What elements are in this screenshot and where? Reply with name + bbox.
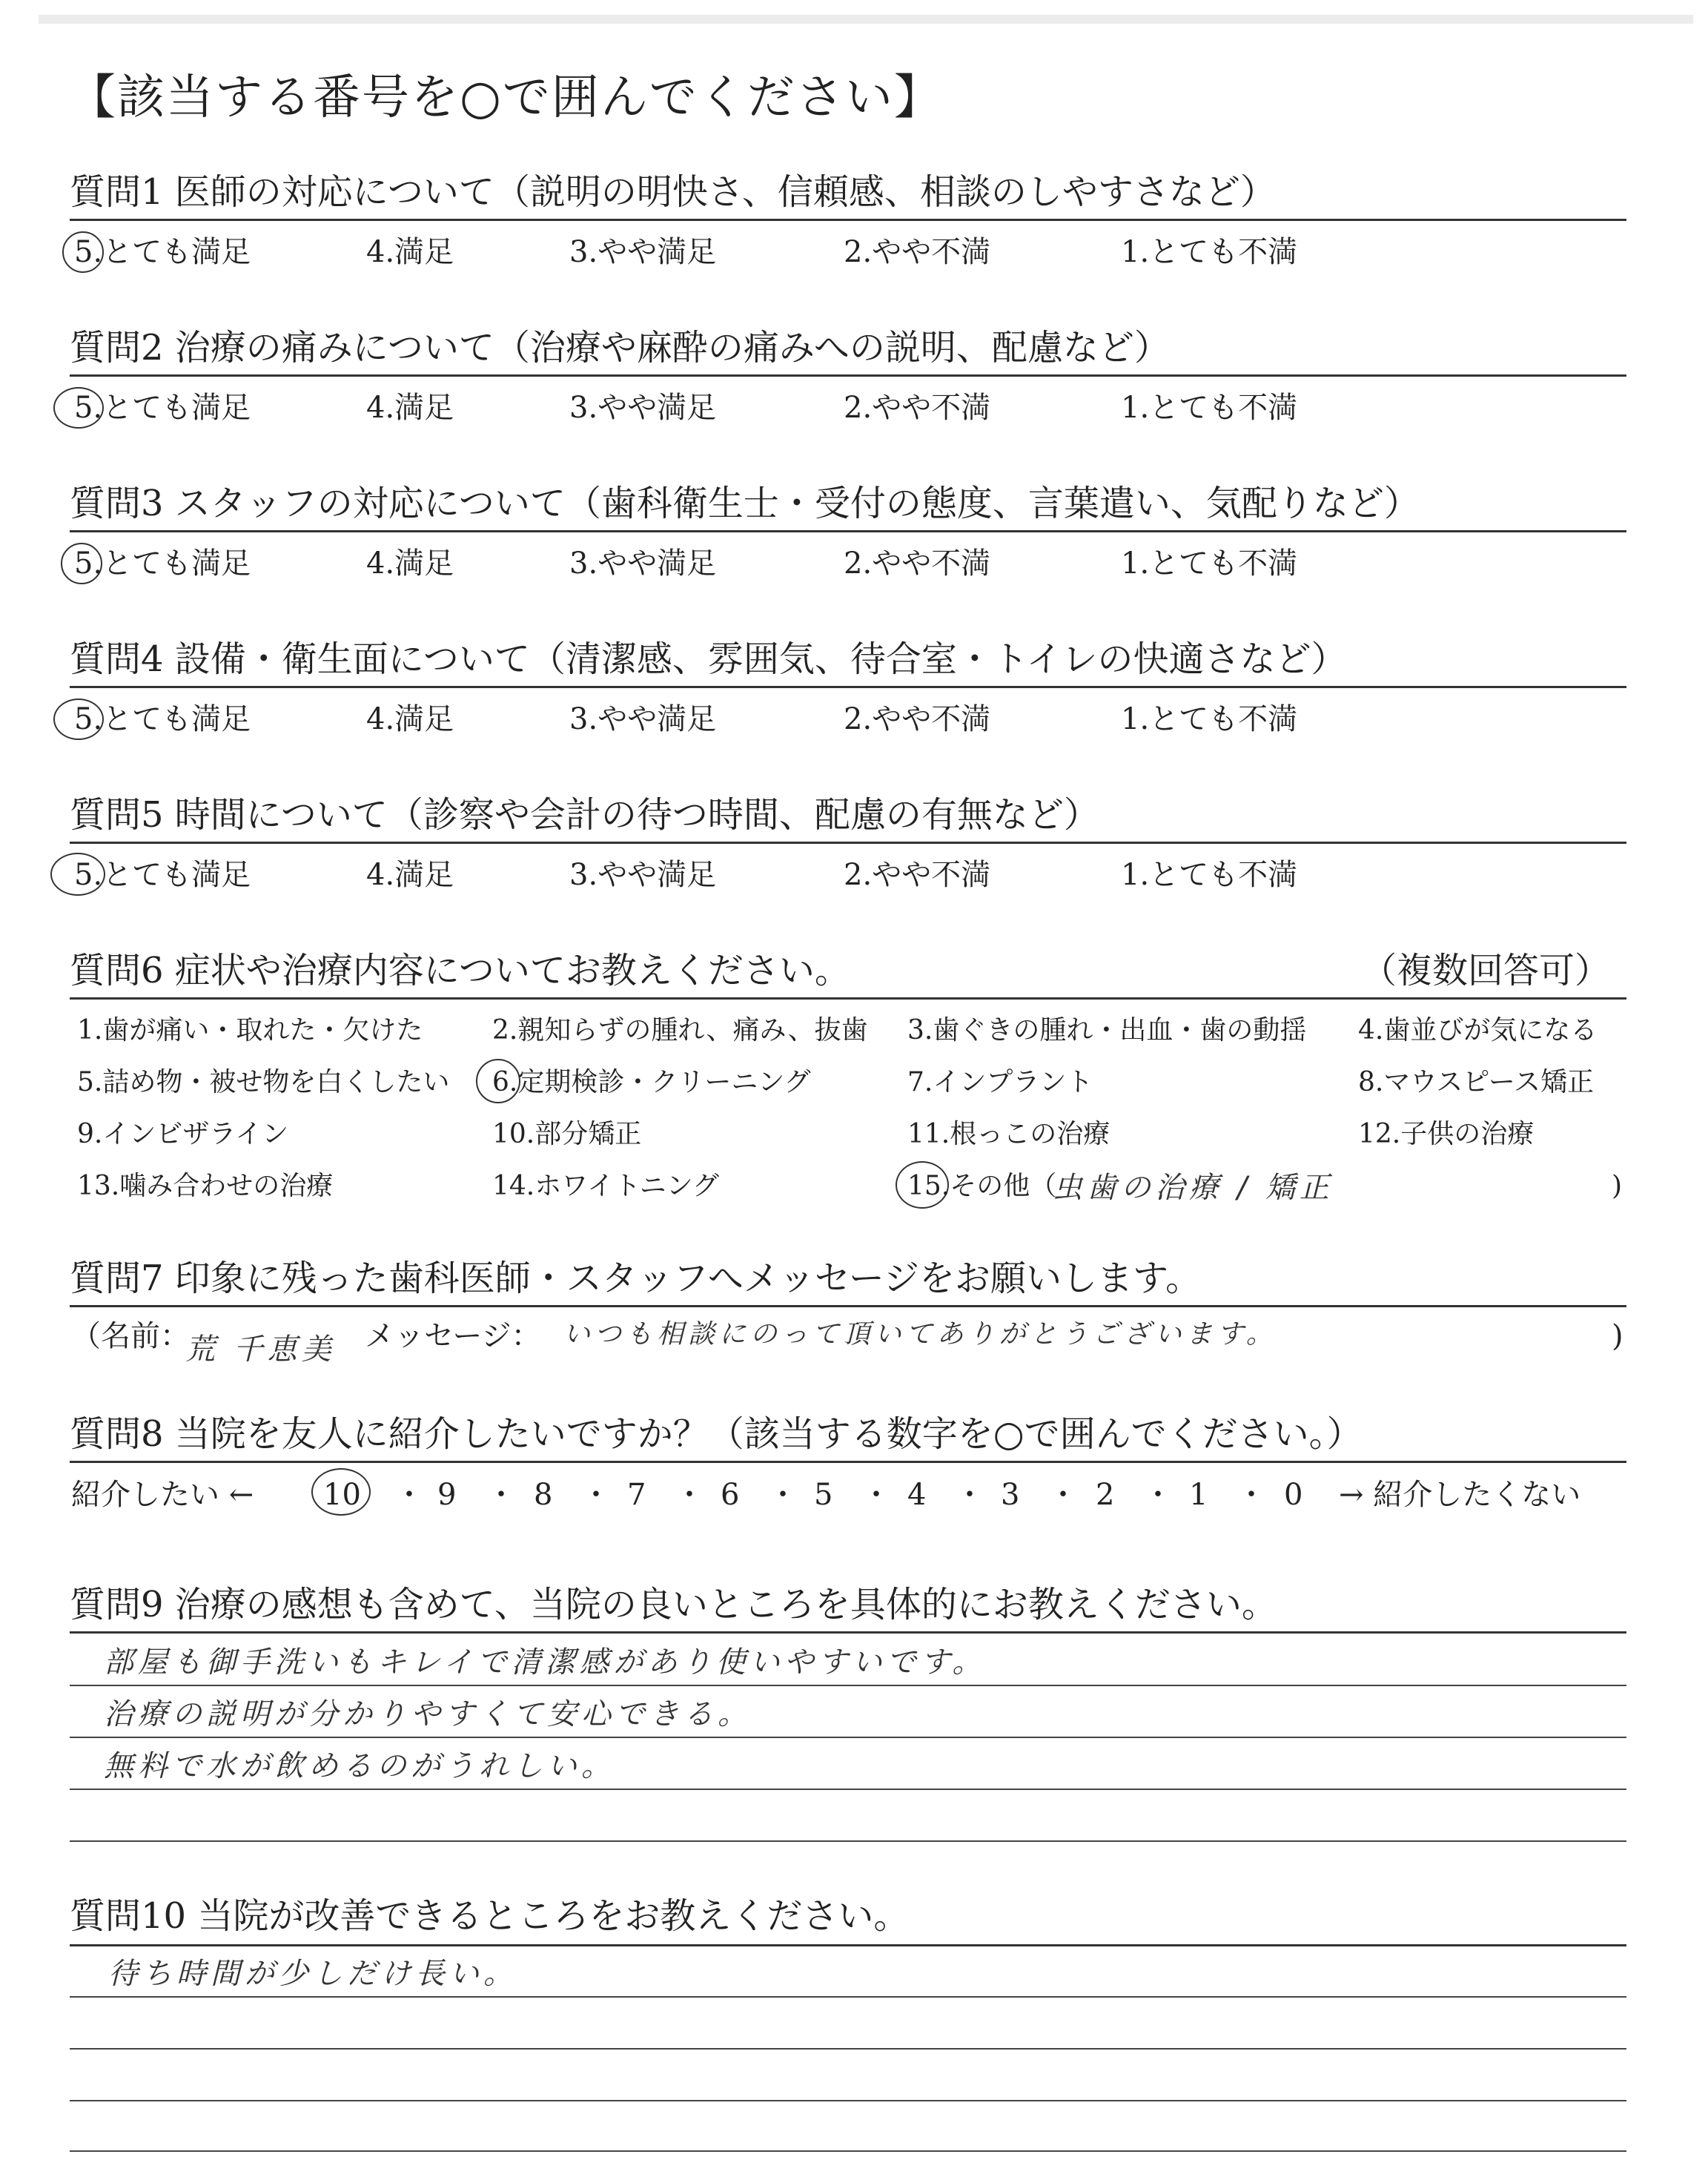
score-2[interactable]: 2 [1096, 1478, 1115, 1512]
option-3[interactable]: 3.やや満足 [569, 702, 717, 736]
option-2[interactable]: 2.やや不満 [844, 546, 991, 581]
symptom-option[interactable]: 10.部分矯正 [492, 1119, 642, 1149]
scan-top-band [39, 15, 1693, 24]
option-2[interactable]: 2.やや不満 [844, 858, 991, 892]
option-3[interactable]: 3.やや満足 [569, 546, 717, 581]
multiple-answer-note: （複数回答可） [1361, 950, 1611, 991]
question-rule [70, 1944, 1626, 1946]
answer-line [70, 2100, 1626, 2101]
symptom-option[interactable]: 5.詰め物・被せ物を白くしたい [77, 1067, 450, 1097]
option-5[interactable]: 5.とても満足 [74, 391, 251, 425]
answer-line [70, 2048, 1626, 2050]
question-rule [70, 1631, 1626, 1634]
score-separator: ・ [581, 1478, 611, 1512]
question-rule [70, 1461, 1626, 1463]
option-4[interactable]: 4.満足 [366, 391, 454, 425]
question-title: 質問10 当院が改善できるところをお教えください。 [70, 1895, 910, 1937]
symptom-option[interactable]: 7.インプラント [907, 1067, 1093, 1097]
option-1[interactable]: 1.とても不満 [1121, 391, 1298, 425]
option-3[interactable]: 3.やや満足 [569, 235, 717, 269]
option-3[interactable]: 3.やや満足 [569, 858, 717, 892]
closing-paren: ) [1612, 1319, 1623, 1353]
answer-line [70, 1737, 1626, 1738]
score-7[interactable]: 7 [627, 1478, 646, 1512]
score-separator: ・ [1143, 1478, 1173, 1512]
question-rule [70, 842, 1626, 844]
option-5[interactable]: 5.とても満足 [74, 546, 251, 581]
question-title: 質問9 治療の感想も含めて、当院の良いところを具体的にお教えください。 [70, 1584, 1277, 1625]
answer-line-handwritten: 無料で水が飲めるのがうれしい。 [104, 1749, 615, 1783]
symptom-option[interactable]: 8.マウスピース矯正 [1358, 1067, 1595, 1097]
symptom-option[interactable]: 4.歯並びが気になる [1358, 1015, 1598, 1046]
score-8[interactable]: 8 [534, 1478, 553, 1512]
recommend-left-label: 紹介したい ← [71, 1478, 254, 1512]
score-4[interactable]: 4 [907, 1478, 927, 1512]
question-rule [70, 1305, 1626, 1307]
message-label: メッセージ： [365, 1319, 541, 1353]
option-3[interactable]: 3.やや満足 [569, 391, 717, 425]
option-4[interactable]: 4.満足 [366, 235, 454, 269]
symptom-option[interactable]: 11.根っこの治療 [907, 1119, 1110, 1149]
option-5[interactable]: 5.とても満足 [74, 858, 251, 892]
symptom-option[interactable]: 3.歯ぐきの腫れ・出血・歯の動揺 [907, 1015, 1307, 1046]
score-separator: ・ [1237, 1478, 1266, 1512]
question-title: 質問5 時間について（診察や会計の待つ時間、配慮の有無など） [70, 794, 1099, 836]
option-4[interactable]: 4.満足 [366, 702, 454, 736]
symptom-option[interactable]: 12.子供の治療 [1358, 1119, 1535, 1149]
option-2[interactable]: 2.やや不満 [844, 391, 991, 425]
page-title: 【該当する番号を○で囲んでください】 [68, 70, 943, 125]
score-separator: ・ [486, 1478, 516, 1512]
option-2[interactable]: 2.やや不満 [844, 702, 991, 736]
option-1[interactable]: 1.とても不満 [1121, 858, 1298, 892]
symptom-option[interactable]: 13.噛み合わせの治療 [77, 1171, 334, 1201]
question-rule [70, 530, 1626, 532]
option-4[interactable]: 4.満足 [366, 858, 454, 892]
symptom-option[interactable]: 2.親知らずの腫れ、痛み、抜歯 [492, 1015, 868, 1046]
score-0[interactable]: 0 [1284, 1478, 1303, 1512]
symptom-option[interactable]: 1.歯が痛い・取れた・欠けた [77, 1015, 423, 1046]
score-separator: ・ [861, 1478, 891, 1512]
answer-line [70, 1996, 1626, 1998]
symptom-option[interactable]: 9.インビザライン [77, 1119, 289, 1149]
option-5[interactable]: 5.とても満足 [74, 235, 251, 269]
option-1[interactable]: 1.とても不満 [1121, 702, 1298, 736]
question-title: 質問1 医師の対応について（説明の明快さ、信頼感、相談のしやすさなど） [70, 171, 1276, 213]
question-title: 質問7 印象に残った歯科医師・スタッフへメッセージをお願いします。 [70, 1258, 1202, 1299]
answer-line [70, 1840, 1626, 1842]
score-separator: ・ [394, 1478, 424, 1512]
symptom-option[interactable]: 14.ホワイトニング [492, 1171, 720, 1201]
answer-line-handwritten: 治療の説明が分かりやすくて安心できる。 [104, 1697, 752, 1731]
symptom-option-other[interactable]: 15.その他（ [907, 1171, 1057, 1201]
score-3[interactable]: 3 [1001, 1478, 1020, 1512]
question-title: 質問6 症状や治療内容についてお教えください。 [70, 950, 850, 991]
answer-line [70, 1789, 1626, 1790]
symptom-option[interactable]: 6.定期検診・クリーニング [492, 1067, 811, 1097]
score-separator: ・ [675, 1478, 704, 1512]
question-title: 質問2 治療の痛みについて（治療や麻酔の痛みへの説明、配慮など） [70, 327, 1170, 369]
answer-line-handwritten: 部屋も御手洗いもキレイで清潔感があり使いやすいです。 [104, 1645, 987, 1680]
question-rule [70, 997, 1626, 1000]
question-rule [70, 686, 1626, 688]
score-separator: ・ [1048, 1478, 1078, 1512]
score-separator: ・ [768, 1478, 798, 1512]
score-separator: ・ [955, 1478, 984, 1512]
recommend-right-label: → 紹介したくない [1339, 1478, 1581, 1512]
answer-line [70, 1685, 1626, 1686]
question-rule [70, 219, 1626, 221]
closing-paren: ) [1612, 1171, 1623, 1201]
question-title: 質問3 スタッフの対応について（歯科衛生士・受付の態度、言葉遣い、気配りなど） [70, 483, 1420, 524]
name-handwritten: 荒 千恵美 [185, 1332, 336, 1367]
answer-line-handwritten: 待ち時間が少しだけ長い。 [108, 1957, 517, 1991]
option-1[interactable]: 1.とても不満 [1121, 546, 1298, 581]
question-rule [70, 374, 1626, 377]
score-5[interactable]: 5 [814, 1478, 833, 1512]
message-handwritten: いつも相談にのって頂いてありがとうございます。 [563, 1319, 1277, 1350]
name-label: （名前： [71, 1319, 190, 1353]
score-6[interactable]: 6 [721, 1478, 740, 1512]
other-handwritten-answer: 虫歯の治療 / 矯正 [1053, 1171, 1334, 1205]
option-5[interactable]: 5.とても満足 [74, 702, 251, 736]
option-4[interactable]: 4.満足 [366, 546, 454, 581]
score-1[interactable]: 1 [1189, 1478, 1208, 1512]
question-title: 質問4 設備・衛生面について（清潔感、雰囲気、待合室・トイレの快適さなど） [70, 638, 1347, 680]
option-2[interactable]: 2.やや不満 [844, 235, 991, 269]
score-10[interactable]: 10 [323, 1478, 361, 1512]
question-title: 質問8 当院を友人に紹介したいですか？（該当する数字を○で囲んでください。） [70, 1413, 1363, 1455]
answer-line [70, 2150, 1626, 2152]
score-9[interactable]: 9 [437, 1478, 457, 1512]
option-1[interactable]: 1.とても不満 [1121, 235, 1298, 269]
